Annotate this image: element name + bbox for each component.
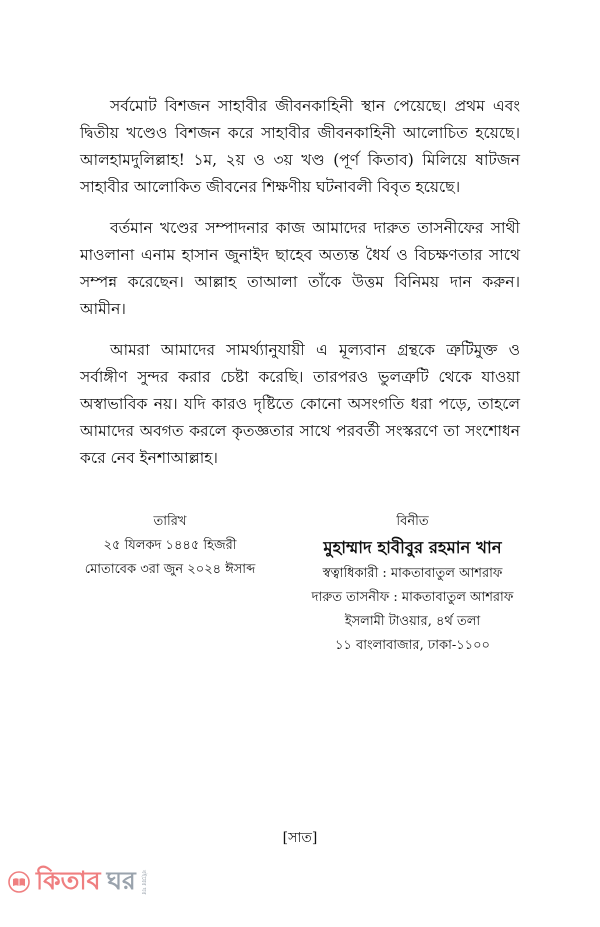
signature-label: বিনীত [396,514,429,529]
building-address: ইসলামী টাওয়ার, ৪র্থ তলা [344,614,481,629]
kitabghor-watermark [8,864,149,900]
paragraph-1: সর্বমোট বিশজন সাহাবীর জীবনকাহিনী স্থান পেয়েছে। প্রথম এবং দ্বিতীয় খণ্ডেও বিশজন করে সাহাবীর জীবনকাহিনী আলোচিত হয়েছে। আলহামদুলিল্লাহ! ১ম, ২য় ও ৩য় খণ্ড (পূর্ণ কিতাব) মিলিয়ে ষাটজন সাহাবীর আলোকিত জীবনের শিক্ষণীয় ঘটনাবলী বিবৃত হয়েছে। [80,97,520,196]
hijri-date: ২৫ যিলকদ ১৪৪৫ হিজরী [103,538,237,553]
organization: দারুত তাসনীফ : মাকতাবাতুল আশরাফ [311,590,514,605]
watermark-tagline: বইয়ের ঘর [139,869,147,895]
page-number: [সাত] [282,830,318,846]
paragraph-2: বর্তমান খণ্ডের সম্পাদনার কাজ আমাদের দারুত তাসনীফের সাথী মাওলানা এনাম হাসান জুনাইদ ছাহেব অত্যন্ত ধৈর্য ও বিচক্ষণতার সাথে সম্পন্ন করেছেন। আল্লাহ তাআলা তাঁকে উত্তম বিনিময় দান করুন। আমীন। [80,219,520,318]
date-block [70,510,270,582]
date-label: তারিখ [153,514,187,529]
paragraph-3: আমরা আমাদের সামর্থ্যানুযায়ী এ মূল্যবান গ্রন্থকে ত্রুটিমুক্ত ও সর্বাঙ্গীণ সুন্দর করার চেষ্টা করেছি। তারপরও ভুলত্রুটি থেকে যাওয়া অস্বাভাবিক নয়। যদি কারও দৃষ্টিতে কোনো অসংগতি ধরা পড়ে, তাহলে আমাদের অবগত করলে কৃতজ্ঞতার সাথে পরবর্তী সংস্করণে তা সংশোধন করে নেব ইনশাআল্লাহ। [80,341,520,467]
book-logo-icon [8,871,30,893]
signature-block [285,510,540,658]
watermark-brand-primary: কিতাব [36,865,101,895]
body-text [80,93,520,486]
signatory-name: মুহাম্মাদ হাবীবুর রহমান খান [323,538,502,557]
signatory-role: স্বত্বাধিকারী : মাকতাবাতুল আশরাফ [322,566,503,581]
street-address: ১১ বাংলাবাজার, ঢাকা-১১০০ [334,638,491,653]
watermark-brand-secondary: ঘর [106,865,136,895]
gregorian-date: মোতাবেক ৩রা জুন ২০২৪ ঈসাব্দ [84,562,256,577]
